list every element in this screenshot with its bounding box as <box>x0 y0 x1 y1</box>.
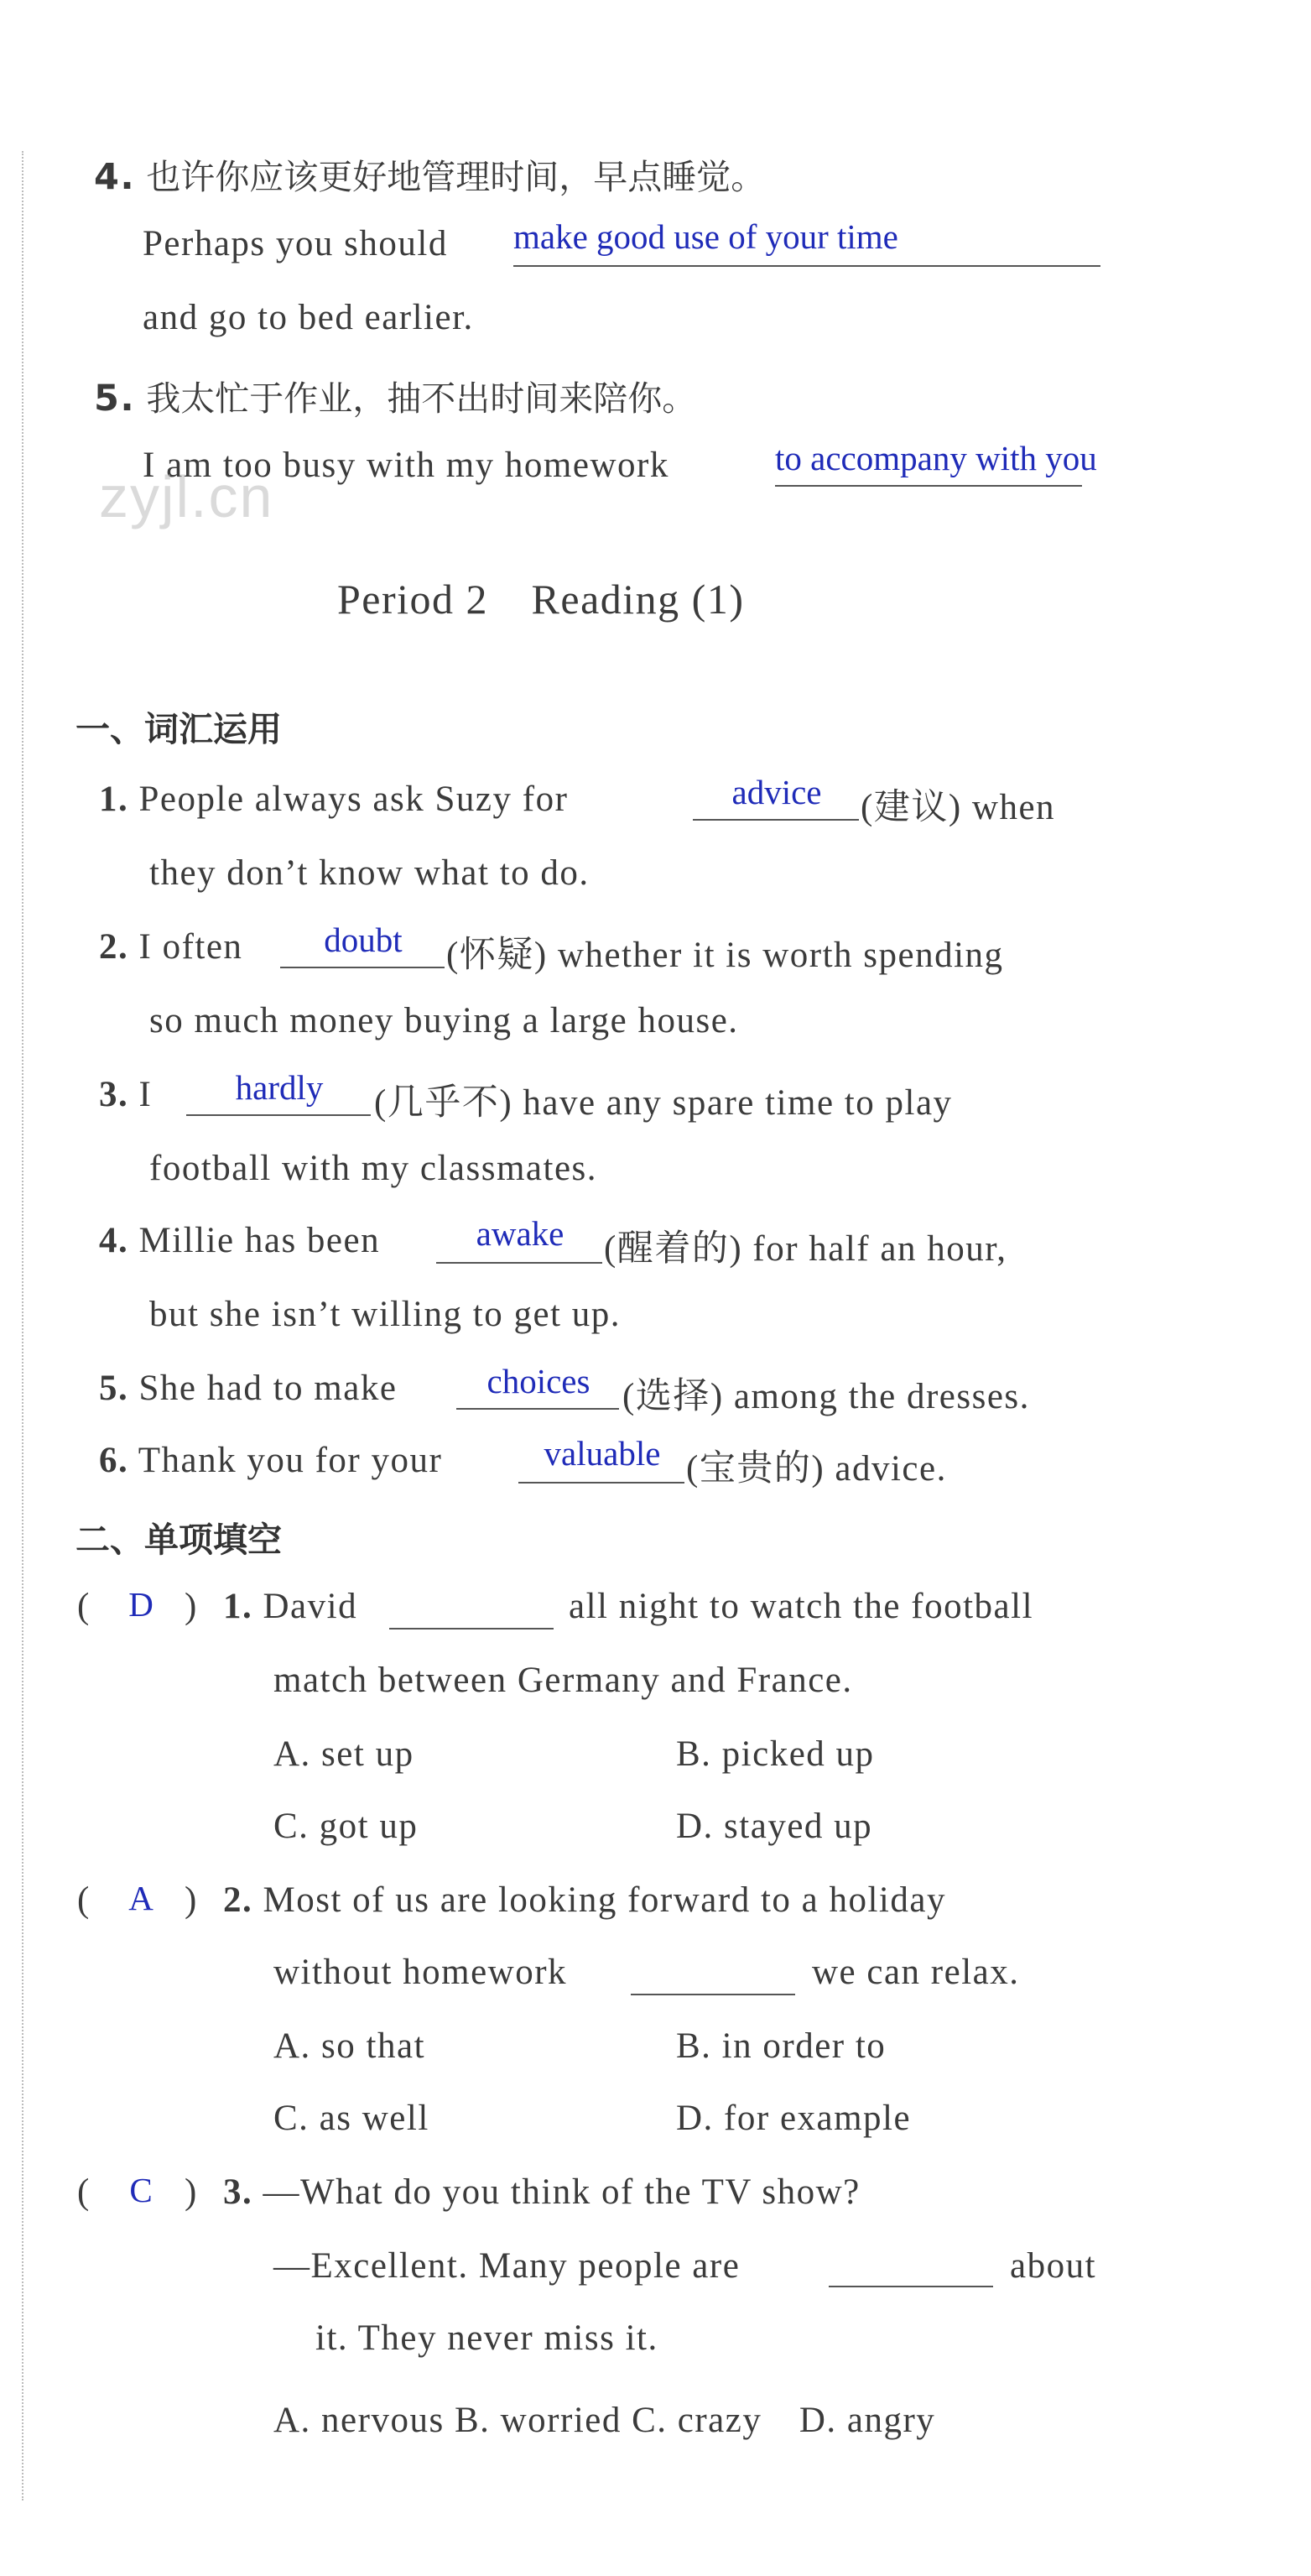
s2-q3-blank <box>829 2286 993 2287</box>
s2-q2-stem1 <box>223 1880 946 1921</box>
s1-item3-cont: football with my classmates. <box>149 1149 598 1188</box>
s2-q3-answer: C <box>129 2171 153 2209</box>
s1-item1-line <box>99 779 568 820</box>
s2-q2-bracket-close: ) <box>185 1880 198 1920</box>
s2-q2-blank <box>631 1994 795 1995</box>
s1-item2-answer: doubt <box>324 920 403 959</box>
s1-item5-before: She had to make <box>138 1369 398 1408</box>
s1-item6-number: 6. <box>99 1441 129 1480</box>
s2-q2-number: 2. <box>223 1880 253 1920</box>
s2-q2-answer: A <box>128 1879 153 1917</box>
s1-item4-number: 4. <box>99 1221 129 1260</box>
s1-item4-after: (醒着的) for half an hour, <box>604 1229 1007 1269</box>
s2-q3-options: A. nervous B. worried C. crazy D. angry <box>273 2401 936 2440</box>
s2-q2-option-d: D. for example <box>676 2099 912 2138</box>
s1-item6-blank <box>518 1482 684 1484</box>
s2-q3-stem3: it. They never miss it. <box>315 2318 658 2358</box>
s1-item5-after: (选择) among the dresses. <box>622 1377 1030 1416</box>
q5-answer: to accompany with you <box>775 439 1097 477</box>
s1-item6-answer: valuable <box>544 1434 661 1473</box>
period-title: Period 2 Reading (1) <box>337 576 745 623</box>
q4-answer-line <box>513 265 1100 267</box>
s2-q1-option-c: C. got up <box>273 1807 419 1846</box>
q5-chinese-text: 我太忙于作业，抽不出时间来陪你。 <box>146 378 697 419</box>
s1-item5-answer: choices <box>486 1362 590 1400</box>
watermark: zyjl.cn <box>99 464 274 529</box>
s2-q2-bracket-open: ( <box>77 1880 91 1920</box>
s2-q1-stem1-before: David <box>263 1587 358 1626</box>
s1-item5-blank <box>456 1408 619 1410</box>
s1-item2-number: 2. <box>99 927 129 967</box>
s2-q3-stem1-text: —What do you think of the TV show? <box>263 2172 861 2212</box>
s1-item4-before: Millie has been <box>138 1221 381 1260</box>
s2-q2-option-c: C. as well <box>273 2099 429 2138</box>
s1-item3-number: 3. <box>99 1075 129 1114</box>
s2-q3-stem2-after: about <box>1010 2246 1097 2286</box>
q4-number: 4. <box>94 156 136 198</box>
s1-item4-blank <box>436 1262 602 1264</box>
s2-q1-blank <box>389 1628 554 1630</box>
s1-item6-before: Thank you for your <box>138 1441 443 1480</box>
q4-line2: and go to bed earlier. <box>143 298 474 337</box>
s2-q3-number: 3. <box>223 2172 253 2212</box>
s1-item1-number: 1. <box>99 780 129 819</box>
s2-q1-number: 1. <box>223 1587 253 1626</box>
s1-item1-answer: advice <box>731 773 822 811</box>
q4-answer: make good use of your time <box>513 217 898 256</box>
s1-item3-after: (几乎不) have any spare time to play <box>374 1083 953 1123</box>
s2-q3-stem1 <box>223 2172 861 2213</box>
section1-heading: 一、词汇运用 <box>75 709 282 749</box>
s2-q2-stem2-before: without homework <box>273 1953 568 1992</box>
s2-q1-bracket-close: ) <box>185 1587 198 1626</box>
s1-item3-answer: hardly <box>235 1068 324 1107</box>
s2-q1-stem1 <box>223 1586 357 1627</box>
s1-item2-blank <box>280 967 445 968</box>
s1-item3-line <box>99 1074 152 1115</box>
s1-item5-line <box>99 1368 397 1409</box>
s1-item4-answer: awake <box>476 1214 564 1253</box>
q4-chinese-text: 也许你应该更好地管理时间，早点睡觉。 <box>146 157 766 197</box>
s2-q1-bracket-open: ( <box>77 1587 91 1626</box>
s2-q3-bracket-close: ) <box>185 2172 198 2212</box>
s1-item3-before: I <box>138 1075 153 1114</box>
s2-q2-option-a: A. so that <box>273 2026 426 2066</box>
q5-answer-line <box>775 485 1082 487</box>
s1-item6-line <box>99 1440 442 1481</box>
s1-item2-cont: so much money buying a large house. <box>149 1001 739 1040</box>
s2-q1-option-d: D. stayed up <box>676 1807 873 1846</box>
s2-q2-option-b: B. in order to <box>676 2026 887 2066</box>
q5-number: 5. <box>94 378 136 420</box>
s2-q2-stem1-text: Most of us are looking forward to a holiday <box>263 1880 946 1920</box>
s2-q1-option-b: B. picked up <box>676 1734 875 1774</box>
q5-chinese <box>94 371 696 420</box>
s1-item1-blank <box>693 819 859 821</box>
section2-heading: 二、单项填空 <box>75 1520 282 1560</box>
s1-item1-before: People always ask Suzy for <box>138 780 569 819</box>
page-margin-line <box>22 151 23 2500</box>
s2-q1-stem2: match between Germany and France. <box>273 1661 853 1700</box>
s1-item5-number: 5. <box>99 1369 129 1408</box>
s1-item4-cont: but she isn’t willing to get up. <box>149 1295 622 1334</box>
q5-line1: I am too busy with my homework <box>143 446 669 485</box>
s2-q3-stem2-before: —Excellent. Many people are <box>273 2246 741 2286</box>
q4-line1: Perhaps you should <box>143 224 448 263</box>
s1-item4-line <box>99 1220 380 1261</box>
s2-q1-option-a: A. set up <box>273 1734 414 1774</box>
s2-q3-bracket-open: ( <box>77 2172 91 2212</box>
s2-q2-stem2-after: we can relax. <box>812 1953 1020 1992</box>
s1-item1-after: (建议) when <box>861 788 1056 827</box>
s1-item2-line <box>99 926 242 967</box>
s2-q1-stem1-after: all night to watch the football <box>569 1587 1034 1626</box>
s1-item1-cont: they don’t know what to do. <box>149 853 590 893</box>
s1-item2-before: I often <box>138 927 243 967</box>
s2-q1-answer: D <box>128 1585 153 1624</box>
s1-item2-after: (怀疑) whether it is worth spending <box>446 936 1004 975</box>
s1-item6-after: (宝贵的) advice. <box>686 1449 947 1489</box>
s1-item3-blank <box>186 1114 371 1116</box>
q4-chinese <box>94 149 765 199</box>
